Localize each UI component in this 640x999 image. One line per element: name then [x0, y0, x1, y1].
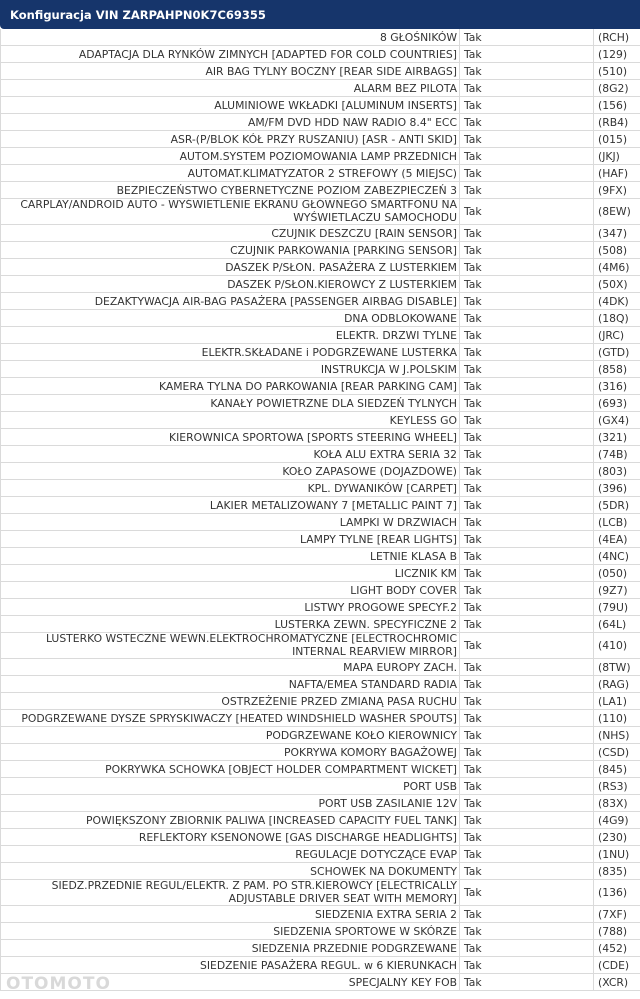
- option-code: (9Z7): [593, 582, 640, 598]
- table-row: [0, 846, 640, 863]
- option-code: (18Q): [593, 310, 640, 326]
- table-row: [0, 565, 640, 582]
- option-name: SPECJALNY KEY FOB: [0, 974, 459, 990]
- table-row: [0, 923, 640, 940]
- option-code: (4G9): [593, 812, 640, 828]
- option-value: Tak: [459, 497, 593, 513]
- option-code: (CDE): [593, 957, 640, 973]
- option-name: MAPA EUROPY ZACH.: [0, 659, 459, 675]
- option-value: Tak: [459, 429, 593, 445]
- option-code: (015): [593, 131, 640, 147]
- table-row: [0, 514, 640, 531]
- option-value: Tak: [459, 923, 593, 939]
- table-row: [0, 957, 640, 974]
- table-row: [0, 633, 640, 659]
- option-value: Tak: [459, 480, 593, 496]
- option-value: Tak: [459, 276, 593, 292]
- option-value: Tak: [459, 693, 593, 709]
- option-name: POKRYWKA SCHOWKA [OBJECT HOLDER COMPARTMENT WICKET]: [0, 761, 459, 777]
- option-value: Tak: [459, 97, 593, 113]
- option-code: (347): [593, 225, 640, 241]
- table-row: [0, 548, 640, 565]
- table-row: [0, 429, 640, 446]
- option-name: PODGRZEWANE KOŁO KIEROWNICY: [0, 727, 459, 743]
- table-row: [0, 412, 640, 429]
- option-code: (RAG): [593, 676, 640, 692]
- option-name: AUTOMAT.KLIMATYZATOR 2 STREFOWY (5 MIEJSC): [0, 165, 459, 181]
- option-name: AM/FM DVD HDD NAW RADIO 8.4" ECC: [0, 114, 459, 130]
- table-row: [0, 531, 640, 548]
- option-value: Tak: [459, 710, 593, 726]
- option-name: REFLEKTORY KSENONOWE [GAS DISCHARGE HEADLIGHTS]: [0, 829, 459, 845]
- table-row: [0, 446, 640, 463]
- option-code: (410): [593, 633, 640, 658]
- table-row: [0, 310, 640, 327]
- option-code: (CSD): [593, 744, 640, 760]
- option-code: (858): [593, 361, 640, 377]
- option-name: SCHOWEK NA DOKUMENTY: [0, 863, 459, 879]
- option-value: Tak: [459, 199, 593, 224]
- option-name: LETNIE KLASA B: [0, 548, 459, 564]
- table-row: [0, 812, 640, 829]
- option-name: LAMPKI W DRZWIACH: [0, 514, 459, 530]
- option-name: ASR-(P/BLOK KÓŁ PRZY RUSZANIU) [ASR - ANTI SKID]: [0, 131, 459, 147]
- option-code: (845): [593, 761, 640, 777]
- option-code: (XCR): [593, 974, 640, 990]
- option-value: Tak: [459, 378, 593, 394]
- option-value: Tak: [459, 310, 593, 326]
- option-code: (8TW): [593, 659, 640, 675]
- table-row: [0, 225, 640, 242]
- option-name: PORT USB: [0, 778, 459, 794]
- option-value: Tak: [459, 659, 593, 675]
- option-value: Tak: [459, 361, 593, 377]
- option-name: LUSTERKO WSTECZNE WEWN.ELEKTROCHROMATYCZNE [ELECTROCHROMIC INTERNAL REARVIEW MIRROR]: [0, 633, 459, 658]
- option-value: Tak: [459, 514, 593, 530]
- otomoto-watermark: OTOMOTO: [6, 974, 111, 994]
- table-row: [0, 463, 640, 480]
- option-code: (136): [593, 880, 640, 905]
- table-row: [0, 829, 640, 846]
- option-name: LICZNIK KM: [0, 565, 459, 581]
- table-row: [0, 378, 640, 395]
- option-name: ADAPTACJA DLA RYNKÓW ZIMNYCH [ADAPTED FOR COLD COUNTRIES]: [0, 46, 459, 62]
- option-code: (NHS): [593, 727, 640, 743]
- option-name: LUSTERKA ZEWN. SPECYFICZNE 2: [0, 616, 459, 632]
- table-row: [0, 327, 640, 344]
- option-code: (RB4): [593, 114, 640, 130]
- option-value: Tak: [459, 63, 593, 79]
- option-value: Tak: [459, 165, 593, 181]
- option-name: 8 GŁOŚNIKÓW: [0, 29, 459, 45]
- option-code: (1NU): [593, 846, 640, 862]
- option-name: LIGHT BODY COVER: [0, 582, 459, 598]
- option-code: (4NC): [593, 548, 640, 564]
- option-name: KPL. DYWANIKÓW [CARPET]: [0, 480, 459, 496]
- table-row: [0, 693, 640, 710]
- option-code: (8G2): [593, 80, 640, 96]
- option-name: KAMERA TYLNA DO PARKOWANIA [REAR PARKING CAM]: [0, 378, 459, 394]
- option-value: Tak: [459, 727, 593, 743]
- option-value: Tak: [459, 957, 593, 973]
- option-value: Tak: [459, 846, 593, 862]
- option-name: ELEKTR. DRZWI TYLNE: [0, 327, 459, 343]
- option-name: INSTRUKCJA W J.POLSKIM: [0, 361, 459, 377]
- option-name: SIEDZENIA SPORTOWE W SKÓRZE: [0, 923, 459, 939]
- table-row: [0, 114, 640, 131]
- table-row: [0, 259, 640, 276]
- option-name: CZUJNIK DESZCZU [RAIN SENSOR]: [0, 225, 459, 241]
- option-code: (788): [593, 923, 640, 939]
- table-row: [0, 344, 640, 361]
- option-value: Tak: [459, 940, 593, 956]
- option-name: OSTRZEŻENIE PRZED ZMIANĄ PASA RUCHU: [0, 693, 459, 709]
- table-row: [0, 616, 640, 633]
- table-row: [0, 182, 640, 199]
- option-code: (396): [593, 480, 640, 496]
- option-code: (7XF): [593, 906, 640, 922]
- option-value: Tak: [459, 182, 593, 198]
- option-code: (JKJ): [593, 148, 640, 164]
- option-name: CZUJNIK PARKOWANIA [PARKING SENSOR]: [0, 242, 459, 258]
- option-code: (321): [593, 429, 640, 445]
- options-table: [0, 29, 640, 991]
- option-name: NAFTA/EMEA STANDARD RADIA: [0, 676, 459, 692]
- table-row: [0, 165, 640, 182]
- option-value: Tak: [459, 148, 593, 164]
- config-title: Konfiguracja VIN ZARPAHPN0K7C69355: [10, 8, 266, 22]
- option-name: DNA ODBLOKOWANE: [0, 310, 459, 326]
- option-value: Tak: [459, 676, 593, 692]
- option-code: (4M6): [593, 259, 640, 275]
- option-name: AUTOM.SYSTEM POZIOMOWANIA LAMP PRZEDNICH: [0, 148, 459, 164]
- option-code: (8EW): [593, 199, 640, 224]
- option-value: Tak: [459, 863, 593, 879]
- option-value: Tak: [459, 463, 593, 479]
- option-value: Tak: [459, 242, 593, 258]
- option-code: (230): [593, 829, 640, 845]
- option-code: (156): [593, 97, 640, 113]
- option-value: Tak: [459, 80, 593, 96]
- table-row: [0, 599, 640, 616]
- option-code: (LCB): [593, 514, 640, 530]
- option-name: BEZPIECZEŃSTWO CYBERNETYCZNE POZIOM ZABEZPIECZEŃ 3: [0, 182, 459, 198]
- option-name: LAKIER METALIZOWANY 7 [METALLIC PAINT 7]: [0, 497, 459, 513]
- option-value: Tak: [459, 778, 593, 794]
- option-name: CARPLAY/ANDROID AUTO - WYŚWIETLENIE EKRANU GŁÓWNEGO SMARTFONU NA WYŚWIETLACZU SAMOCHODU: [0, 199, 459, 224]
- table-row: [0, 80, 640, 97]
- option-name: REGULACJE DOTYCZĄCE EVAP: [0, 846, 459, 862]
- option-value: Tak: [459, 293, 593, 309]
- table-row: [0, 29, 640, 46]
- option-code: (5DR): [593, 497, 640, 513]
- option-name: SIEDZENIA EXTRA SERIA 2: [0, 906, 459, 922]
- option-name: KOŁO ZAPASOWE (DOJAZDOWE): [0, 463, 459, 479]
- option-value: Tak: [459, 29, 593, 45]
- table-row: [0, 795, 640, 812]
- option-value: Tak: [459, 114, 593, 130]
- option-code: (803): [593, 463, 640, 479]
- table-row: [0, 906, 640, 923]
- option-name: DEZAKTYWACJA AIR-BAG PASAŻERA [PASSENGER AIRBAG DISABLE]: [0, 293, 459, 309]
- option-name: ALARM BEZ PILOTA: [0, 80, 459, 96]
- table-row: [0, 242, 640, 259]
- table-row: [0, 46, 640, 63]
- option-name: SIEDZENIA PRZEDNIE PODGRZEWANE: [0, 940, 459, 956]
- option-code: (JRC): [593, 327, 640, 343]
- table-row: [0, 659, 640, 676]
- option-code: (83X): [593, 795, 640, 811]
- option-name: LISTWY PROGOWE SPECYF.2: [0, 599, 459, 615]
- option-name: KEYLESS GO: [0, 412, 459, 428]
- option-code: (GTD): [593, 344, 640, 360]
- table-row: [0, 276, 640, 293]
- option-value: Tak: [459, 548, 593, 564]
- option-code: (RS3): [593, 778, 640, 794]
- table-row: [0, 880, 640, 906]
- option-value: Tak: [459, 582, 593, 598]
- option-code: (74B): [593, 446, 640, 462]
- option-value: Tak: [459, 829, 593, 845]
- table-row: [0, 582, 640, 599]
- table-row: [0, 131, 640, 148]
- option-code: (50X): [593, 276, 640, 292]
- option-value: Tak: [459, 412, 593, 428]
- option-value: Tak: [459, 259, 593, 275]
- option-name: DASZEK P/SŁON.KIEROWCY Z LUSTERKIEM: [0, 276, 459, 292]
- table-row: [0, 361, 640, 378]
- option-value: Tak: [459, 344, 593, 360]
- option-value: Tak: [459, 395, 593, 411]
- option-name: DASZEK P/SŁON. PASAŻERA Z LUSTERKIEM: [0, 259, 459, 275]
- option-value: Tak: [459, 633, 593, 658]
- option-code: (508): [593, 242, 640, 258]
- option-name: KOŁA ALU EXTRA SERIA 32: [0, 446, 459, 462]
- option-code: (693): [593, 395, 640, 411]
- option-value: Tak: [459, 812, 593, 828]
- option-code: (4EA): [593, 531, 640, 547]
- option-code: (GX4): [593, 412, 640, 428]
- option-code: (452): [593, 940, 640, 956]
- table-row: [0, 97, 640, 114]
- option-code: (510): [593, 63, 640, 79]
- option-code: (79U): [593, 599, 640, 615]
- option-code: (110): [593, 710, 640, 726]
- option-value: Tak: [459, 761, 593, 777]
- option-name: PODGRZEWANE DYSZE SPRYSKIWACZY [HEATED WINDSHIELD WASHER SPOUTS]: [0, 710, 459, 726]
- option-name: ELEKTR.SKŁADANE i PODGRZEWANE LUSTERKA: [0, 344, 459, 360]
- option-value: Tak: [459, 616, 593, 632]
- table-row: [0, 940, 640, 957]
- table-row: [0, 863, 640, 880]
- table-row: [0, 744, 640, 761]
- option-value: Tak: [459, 531, 593, 547]
- option-value: Tak: [459, 974, 593, 990]
- option-value: Tak: [459, 446, 593, 462]
- option-name: KIEROWNICA SPORTOWA [SPORTS STEERING WHEEL]: [0, 429, 459, 445]
- option-name: SIEDZ.PRZEDNIE REGUL/ELEKTR. Z PAM. PO STR.KIEROWCY [ELECTRICALLY ADJUSTABLE DRIVER SEAT WITH MEMORY]: [0, 880, 459, 905]
- option-name: SIEDZENIE PASAŻERA REGUL. w 6 KIERUNKACH: [0, 957, 459, 973]
- option-code: (9FX): [593, 182, 640, 198]
- table-row: [0, 148, 640, 165]
- table-row: [0, 63, 640, 80]
- table-row: [0, 761, 640, 778]
- table-row: [0, 480, 640, 497]
- option-code: (64L): [593, 616, 640, 632]
- table-row: [0, 497, 640, 514]
- option-value: Tak: [459, 225, 593, 241]
- option-code: (RCH): [593, 29, 640, 45]
- option-value: Tak: [459, 880, 593, 905]
- option-name: KANAŁY POWIETRZNE DLA SIEDZEŃ TYLNYCH: [0, 395, 459, 411]
- option-value: Tak: [459, 46, 593, 62]
- option-code: (129): [593, 46, 640, 62]
- table-row: [0, 676, 640, 693]
- option-value: Tak: [459, 744, 593, 760]
- option-code: (050): [593, 565, 640, 581]
- option-code: (835): [593, 863, 640, 879]
- option-value: Tak: [459, 131, 593, 147]
- option-value: Tak: [459, 327, 593, 343]
- config-header: [0, 0, 640, 29]
- table-row: [0, 293, 640, 310]
- option-name: POWIĘKSZONY ZBIORNIK PALIWA [INCREASED CAPACITY FUEL TANK]: [0, 812, 459, 828]
- option-code: (HAF): [593, 165, 640, 181]
- table-row: [0, 710, 640, 727]
- option-name: AIR BAG TYLNY BOCZNY [REAR SIDE AIRBAGS]: [0, 63, 459, 79]
- option-code: (316): [593, 378, 640, 394]
- option-value: Tak: [459, 906, 593, 922]
- option-name: LAMPY TYLNE [REAR LIGHTS]: [0, 531, 459, 547]
- option-name: PORT USB ZASILANIE 12V: [0, 795, 459, 811]
- table-row: [0, 778, 640, 795]
- option-name: POKRYWA KOMORY BAGAŻOWEJ: [0, 744, 459, 760]
- option-value: Tak: [459, 795, 593, 811]
- table-row: [0, 199, 640, 225]
- table-row: [0, 395, 640, 412]
- table-row: [0, 727, 640, 744]
- option-code: (4DK): [593, 293, 640, 309]
- option-name: ALUMINIOWE WKŁADKI [ALUMINUM INSERTS]: [0, 97, 459, 113]
- option-value: Tak: [459, 599, 593, 615]
- option-code: (LA1): [593, 693, 640, 709]
- option-value: Tak: [459, 565, 593, 581]
